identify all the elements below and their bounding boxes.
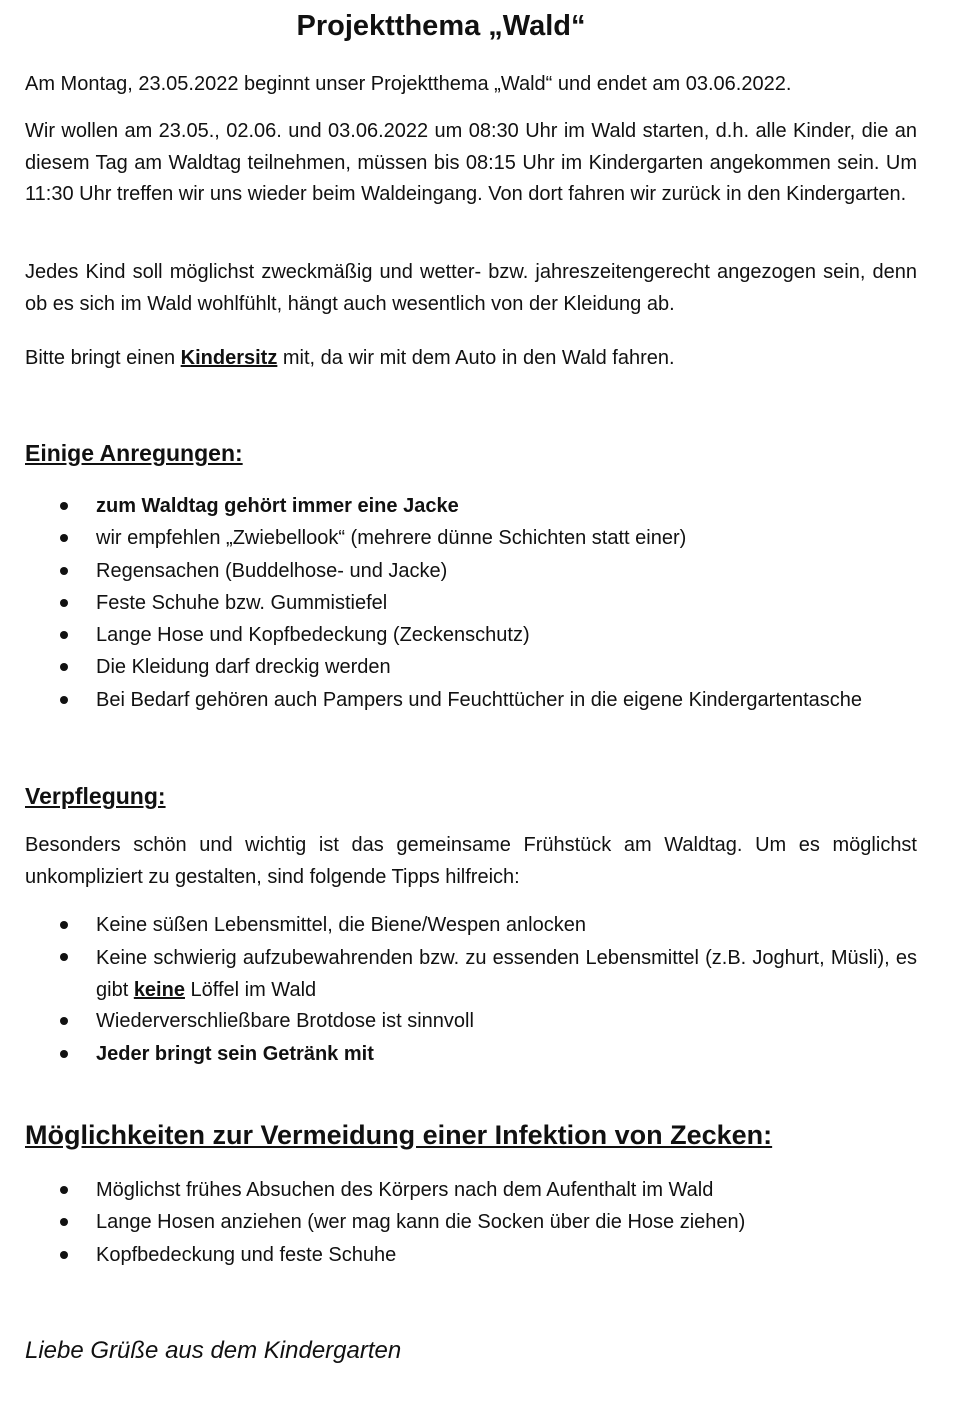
list-item: Bei Bedarf gehören auch Pampers und Feuchttücher in die eigene Kindergartentasche [25,685,917,717]
intro-paragraph-clothing: Jedes Kind soll möglichst zweckmäßig und wetter- bzw. jahreszeitengerecht angezogen sein, denn ob es sich im Wald wohlfühlt, hängt auch wesentlich von der Kleidung ab. [25,261,917,315]
list-item: Feste Schuhe bzw. Gummistiefel [25,588,917,620]
bullet-icon [60,502,68,510]
bullet-icon [60,567,68,575]
list-item: zum Waldtag gehört immer eine Jacke [25,491,917,523]
bullet-icon [60,921,68,929]
list-item: Jeder bringt sein Getränk mit [25,1039,917,1071]
list-item: Wiederverschließbare Brotdose ist sinnvoll [25,1006,917,1038]
bullet-icon [60,599,68,607]
child-seat-text-before: Bitte bringt einen [25,347,181,369]
section-heading-verpflegung: Verpflegung: [25,783,166,809]
zecken-list [25,1175,917,1272]
no-spoons-emphasis: keine [133,979,185,1002]
list-item: Regensachen (Buddelhose- und Jacke) [25,556,917,588]
child-seat-emphasis: Kindersitz [180,347,278,369]
list-item: Die Kleidung darf dreckig werden [25,652,917,684]
intro-paragraph-schedule: Wir wollen am 23.05., 02.06. und 03.06.2022 um 08:30 Uhr im Wald starten, d.h. alle Kinder, die an diesem Tag am Waldtag teilnehmen, müssen bis 08:15 Uhr im Kindergarten angekommen sein. Um 11:30 Uhr treffen wir uns wieder beim Waldeingang. Von dort fahren wir zurück in den Kindergarten. [25,120,917,205]
list-item: Möglichst frühes Absuchen des Körpers nach dem Aufenthalt im Wald [25,1175,917,1207]
list-item: Lange Hose und Kopfbedeckung (Zeckenschutz) [25,620,917,652]
bullet-icon [60,696,68,704]
bullet-icon [60,1186,68,1194]
list-item: Lange Hosen anziehen (wer mag kann die Socken über die Hose ziehen) [25,1207,917,1239]
section-heading-anregungen: Einige Anregungen: [25,440,243,466]
list-item: Keine schwierig aufzubewahrenden bzw. zu essenden Lebensmittel (z.B. Joghurt, Müsli), es gibt keine Löffel im Wald [25,942,917,1006]
verpflegung-intro-paragraph: Besonders schön und wichtig ist das gemeinsame Frühstück am Waldtag. Um es möglichst unkompliziert zu gestalten, sind folgende Tipps hilfreich: [25,834,917,888]
closing-greeting: Liebe Grüße aus dem Kindergarten [25,1337,402,1364]
bullet-icon [60,663,68,671]
intro-paragraph-child-seat [25,343,917,375]
list-item: Kopfbedeckung und feste Schuhe [25,1240,917,1272]
bullet-icon [60,534,68,542]
bullet-icon [60,1050,68,1058]
intro-paragraph-dates: Am Montag, 23.05.2022 beginnt unser Projektthema „Wald“ und endet am 03.06.2022. [25,73,792,95]
list-item: Keine süßen Lebensmittel, die Biene/Wespen anlocken [25,910,917,942]
verpflegung-list [25,910,917,1071]
list-item: wir empfehlen „Zwiebellook“ (mehrere dünne Schichten statt einer) [25,523,917,555]
child-seat-text-after: mit, da wir mit dem Auto in den Wald fahren. [277,347,675,369]
bullet-icon [60,631,68,639]
bullet-icon [60,1218,68,1226]
page-title: Projektthema „Wald“ [296,10,586,42]
bullet-icon [60,1017,68,1025]
bullet-icon [60,953,68,961]
bullet-icon [60,1251,68,1259]
anregungen-list [25,491,917,717]
section-heading-zecken: Möglichkeiten zur Vermeidung einer Infektion von Zecken: [25,1120,773,1150]
